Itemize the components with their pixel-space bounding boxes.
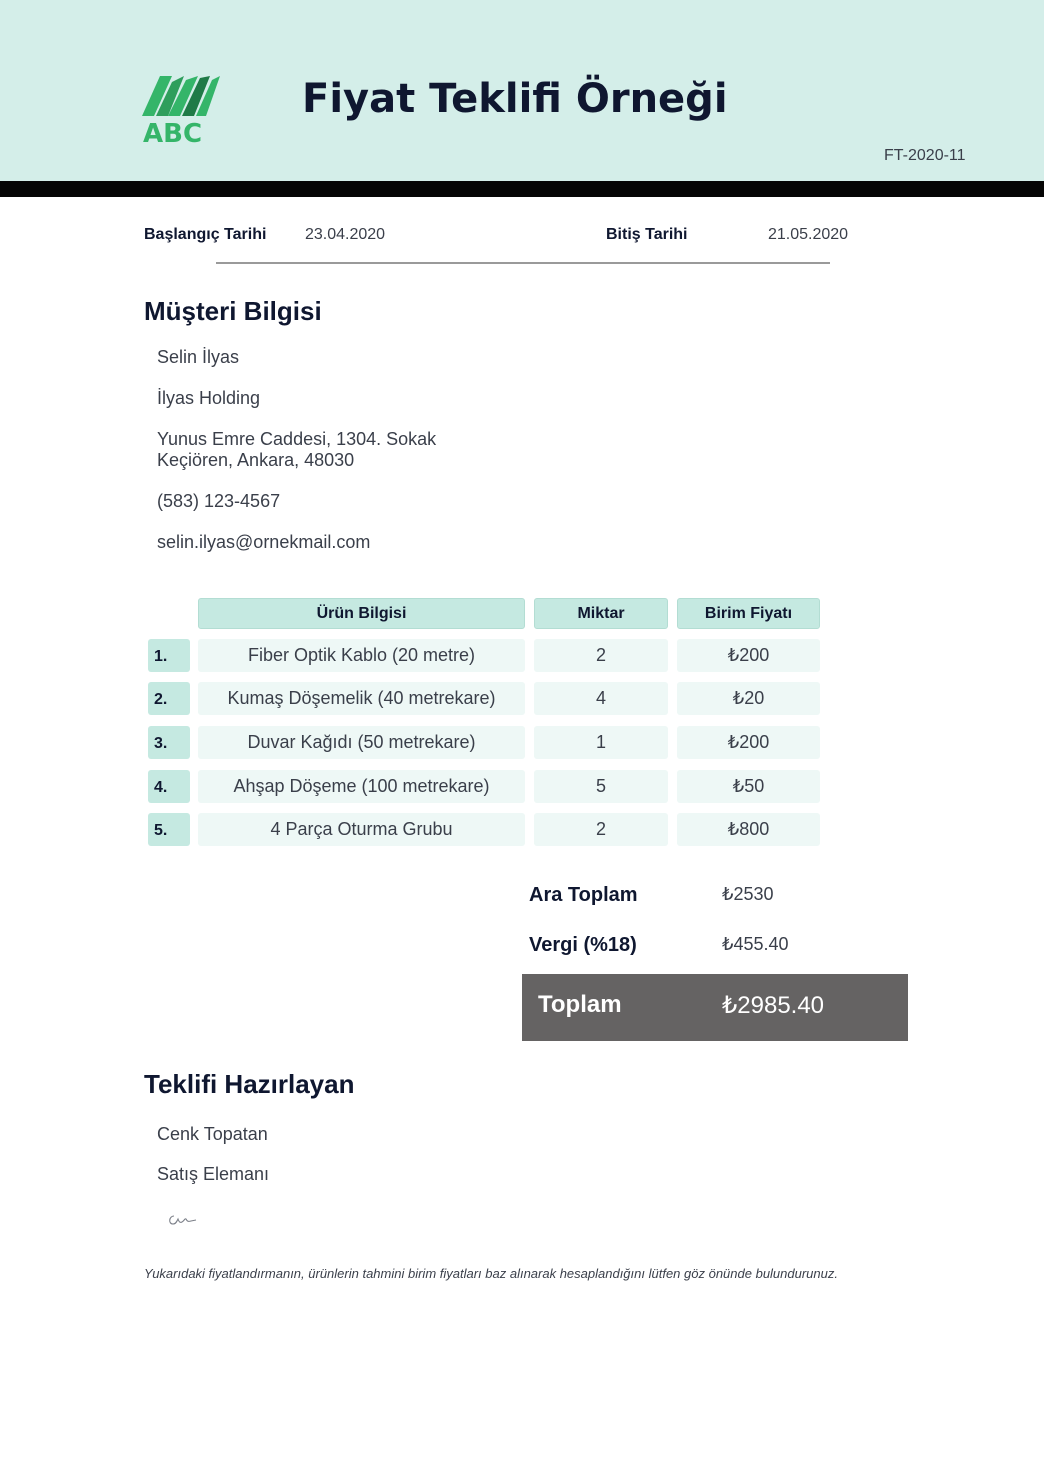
table-row-number: 1.: [148, 639, 190, 672]
company-logo: [142, 74, 224, 148]
table-cell-quantity: 2: [534, 639, 668, 672]
document-number: FT-2020-11: [884, 147, 966, 164]
table-cell-product: 4 Parça Oturma Grubu: [198, 813, 525, 846]
table-cell-unit-price: ₺200: [677, 726, 820, 759]
signature-icon: [166, 1210, 200, 1230]
preparer-role: Satış Elemanı: [157, 1164, 270, 1184]
tax-label: Vergi (%18): [529, 934, 637, 956]
table-cell-unit-price: ₺50: [677, 770, 820, 803]
table-cell-product: Kumaş Döşemelik (40 metrekare): [198, 682, 525, 715]
table-header-product: Ürün Bilgisi: [198, 598, 525, 629]
customer-company: İlyas Holding: [157, 388, 261, 408]
table-cell-unit-price: ₺20: [677, 682, 820, 715]
logo-stripes-icon: [142, 74, 222, 118]
table-cell-quantity: 4: [534, 682, 668, 715]
table-cell-quantity: 1: [534, 726, 668, 759]
table-cell-unit-price: ₺800: [677, 813, 820, 846]
total-box: [522, 974, 908, 1041]
customer-email: selin.ilyas@ornekmail.com: [157, 532, 371, 552]
table-row-number: 3.: [148, 726, 190, 759]
logo-text: ABC: [143, 119, 203, 149]
start-date-label: Başlangıç Tarihi: [144, 226, 267, 243]
table-header-unit-price: Birim Fiyatı: [677, 598, 820, 629]
table-header-quantity: Miktar: [534, 598, 668, 629]
tax-value: ₺455.40: [722, 934, 789, 954]
table-row-number: 5.: [148, 813, 190, 846]
customer-address-line2: Keçiören, Ankara, 48030: [157, 450, 355, 470]
table-cell-quantity: 2: [534, 813, 668, 846]
footnote: Yukarıdaki fiyatlandırmanın, ürünlerin tahmini birim fiyatları baz alınarak hesaplandığını lütfen göz önünde bulundurunuz.: [144, 1266, 838, 1281]
date-divider: [216, 262, 830, 264]
header-divider-bar: [0, 181, 1044, 197]
customer-phone: (583) 123-4567: [157, 491, 281, 511]
customer-name: Selin İlyas: [157, 347, 240, 367]
preparer-name: Cenk Topatan: [157, 1124, 268, 1144]
preparer-section-title: Teklifi Hazırlayan: [144, 1069, 355, 1099]
table-cell-unit-price: ₺200: [677, 639, 820, 672]
total-value: ₺2985.40: [722, 992, 825, 1019]
page-title: Fiyat Teklifi Örneği: [302, 76, 728, 122]
customer-address-line1: Yunus Emre Caddesi, 1304. Sokak: [157, 429, 437, 449]
end-date-label: Bitiş Tarihi: [606, 226, 688, 243]
subtotal-label: Ara Toplam: [529, 884, 638, 906]
subtotal-value: ₺2530: [722, 884, 774, 904]
total-label: Toplam: [538, 991, 622, 1018]
table-row-number: 4.: [148, 770, 190, 803]
table-cell-product: Fiber Optik Kablo (20 metre): [198, 639, 525, 672]
table-row-number: 2.: [148, 682, 190, 715]
start-date-value: 23.04.2020: [305, 226, 386, 243]
table-cell-product: Duvar Kağıdı (50 metrekare): [198, 726, 525, 759]
end-date-value: 21.05.2020: [768, 226, 849, 243]
customer-section-title: Müşteri Bilgisi: [144, 296, 322, 326]
table-cell-quantity: 5: [534, 770, 668, 803]
table-cell-product: Ahşap Döşeme (100 metrekare): [198, 770, 525, 803]
